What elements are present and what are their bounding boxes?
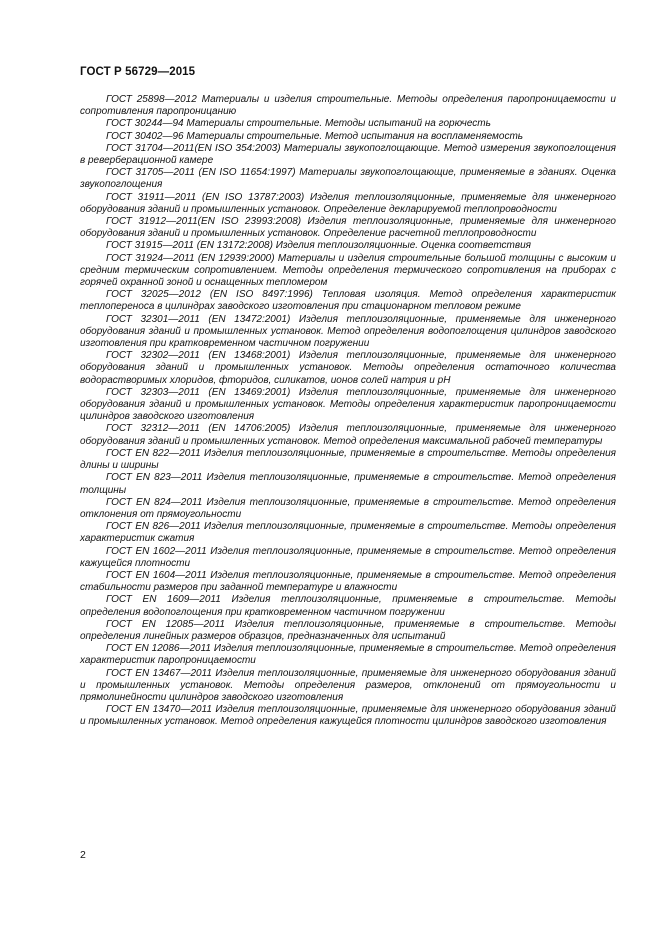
reference-code: ГОСТ EN 13470—2011: [106, 704, 212, 716]
reference-code: ГОСТ EN 826—2011: [106, 521, 201, 533]
document-header: ГОСТ Р 56729—2015: [80, 66, 196, 78]
reference-title: Материалы звукопоглощающие. Метод измерения звукопоглощения в реверберационной камере: [80, 142, 616, 167]
reference-entry: [80, 619, 616, 643]
reference-code: ГОСТ 32303—2011 (EN 13469:2001): [106, 386, 291, 398]
reference-entry: [80, 289, 616, 313]
reference-entry: [80, 118, 616, 130]
reference-entry: [80, 521, 616, 545]
reference-title: Изделия теплоизоляционные, применяемые для инженерного оборудования зданий и промышленных установок. Метод определения максимальной рабочей температуры: [80, 423, 616, 447]
reference-code: ГОСТ EN 823—2011: [106, 472, 203, 484]
reference-title: Изделия теплоизоляционные, применяемые в строительстве. Методы определения водопоглощения при кратковременном частичном погружении: [80, 594, 616, 618]
normative-references-list: [80, 94, 616, 729]
reference-entry: [80, 143, 616, 167]
reference-code: ГОСТ 31705—2011 (EN ISO 11654:1997): [106, 167, 296, 179]
reference-entry: [80, 570, 616, 594]
reference-title: Изделия теплоизоляционные, применяемые в строительстве. Метод определения толщины: [80, 472, 617, 496]
reference-entry: [80, 167, 616, 191]
reference-title: Изделия теплоизоляционные, применяемые в строительстве. Методы определения характеристик сжатия: [80, 521, 616, 545]
reference-title: Изделия теплоизоляционные, применяемые для инженерного оборудования зданий и промышленных установок. Методы определения характеристик паропроницаемости цилиндров заводского изготовления: [80, 386, 616, 423]
reference-entry: [80, 216, 616, 240]
reference-title: Изделия теплоизоляционные, применяемые для инженерного оборудования зданий и промышленных установок. Определение декларируемой теплопроводности: [80, 191, 616, 215]
reference-code: ГОСТ 32025—2012 (EN ISO 8497:1996): [106, 289, 313, 301]
reference-code: ГОСТ EN 1602—2011: [106, 545, 207, 557]
reference-title: Изделия теплоизоляционные. Оценка соответствия: [275, 240, 532, 252]
reference-code: ГОСТ 31911—2011 (EN ISO 13787:2003): [106, 191, 305, 203]
reference-code: ГОСТ EN 13467—2011: [106, 667, 212, 679]
reference-code: ГОСТ 31915—2011 (EN 13172:2008): [106, 240, 273, 252]
reference-code: ГОСТ 31704—2011(EN ISO 354:2003): [106, 142, 281, 154]
reference-entry: [80, 131, 616, 143]
reference-title: Материалы и изделия строительные. Методы определения паропроницаемости и сопротивления паропроницанию: [80, 94, 616, 118]
reference-title: Материалы звукопоглощающие, применяемые в зданиях. Оценка звукопоглощения: [80, 167, 616, 191]
reference-title: Материалы и изделия строительные большой толщины с высоким и средним термическим сопротивлением. Методы определения термического сопротивления на приборах с горячей охранной зоной и оснащенных тепломером: [80, 252, 616, 289]
reference-entry: [80, 546, 616, 570]
reference-entry: [80, 94, 616, 118]
reference-entry: [80, 497, 616, 521]
page-number: 2: [80, 849, 86, 861]
reference-entry: [80, 423, 616, 447]
reference-entry: [80, 448, 616, 472]
reference-title: Изделия теплоизоляционные, применяемые в строительстве. Метод определения отклонения от прямоугольности: [80, 496, 617, 520]
reference-title: Изделия теплоизоляционные, применяемые для инженерного оборудования зданий и промышленных установок. Метод определения водопоглощения цилиндров заводского изготовления при кратковременном частичном погружении: [80, 313, 616, 350]
reference-title: Изделия теплоизоляционные, применяемые для инженерного оборудования зданий и промышленных установок. Методы определения размеров, отклонений от прямоугольности и прямолинейности цилиндров заводского изготовления: [80, 667, 616, 703]
reference-title: Материалы строительные. Метод испытания на воспламеняемость: [186, 130, 524, 142]
reference-title: Изделия теплоизоляционные, применяемые в строительстве. Метод определения кажущейся плотности: [80, 545, 617, 569]
reference-title: Изделия теплоизоляционные, применяемые в строительстве. Метод определения характеристик паропроницаемости: [80, 643, 616, 667]
reference-entry: [80, 643, 616, 667]
reference-code: ГОСТ 31912—2011(EN ISO 23993:2008): [106, 216, 302, 228]
reference-code: ГОСТ 30402—96: [106, 130, 184, 142]
reference-code: ГОСТ EN 1604—2011: [106, 569, 207, 581]
reference-code: ГОСТ 25898—2012: [106, 94, 197, 105]
reference-entry: [80, 253, 616, 290]
reference-entry: [80, 314, 616, 351]
reference-code: ГОСТ 32301—2011 (EN 13472:2001): [106, 313, 291, 325]
reference-title: Материалы строительные. Методы испытаний на горючесть: [186, 118, 491, 130]
reference-code: ГОСТ 32312—2011 (EN 14706:2005): [106, 423, 291, 435]
reference-title: Изделия теплоизоляционные, применяемые для инженерного оборудования зданий и промышленных установок. Метод определения кажущейся плотности цилиндров заводского изготовления: [80, 704, 616, 728]
reference-code: ГОСТ 32302—2011 (EN 13468:2001): [106, 350, 291, 362]
reference-title: Изделия теплоизоляционные, применяемые для инженерного оборудования зданий и промышленных установок. Определение расчетной теплопроводности: [80, 216, 616, 240]
reference-code: ГОСТ EN 824—2011: [106, 496, 203, 508]
reference-code: ГОСТ EN 1609—2011: [106, 594, 221, 606]
reference-code: ГОСТ EN 822—2011: [106, 447, 201, 459]
reference-entry: [80, 350, 616, 387]
reference-entry: [80, 192, 616, 216]
reference-code: ГОСТ EN 12086—2011: [106, 643, 211, 655]
reference-title: Изделия теплоизоляционные, применяемые для инженерного оборудования зданий и промышленных установок. Методы определения остаточного количества водорастворимых хлоридов, фторидов, силикатов, ионов солей натрия и pH: [80, 350, 616, 386]
reference-code: ГОСТ EN 12085—2011: [106, 618, 225, 630]
reference-title: Тепловая изоляция. Метод определения характеристик теплопереноса в цилиндрах заводского изготовления при стационарном тепловом режиме: [80, 289, 616, 313]
reference-title: Изделия теплоизоляционные, применяемые в строительстве. Методы определения линейных размеров образцов, предназначенных для испытаний: [80, 618, 617, 642]
reference-title: Изделия теплоизоляционные, применяемые в строительстве. Метод определения стабильности размеров при заданной температуре и влажности: [80, 569, 617, 594]
reference-entry: [80, 387, 616, 424]
reference-code: ГОСТ 31924—2011 (EN 12939:2000): [106, 252, 275, 264]
reference-entry: [80, 472, 616, 496]
reference-code: ГОСТ 30244—94: [106, 118, 184, 130]
reference-entry: [80, 594, 616, 618]
reference-title: Изделия теплоизоляционные, применяемые в строительстве. Методы определения длины и ширины: [80, 447, 616, 472]
reference-entry: [80, 240, 616, 252]
reference-entry: [80, 668, 616, 705]
reference-entry: [80, 704, 616, 728]
